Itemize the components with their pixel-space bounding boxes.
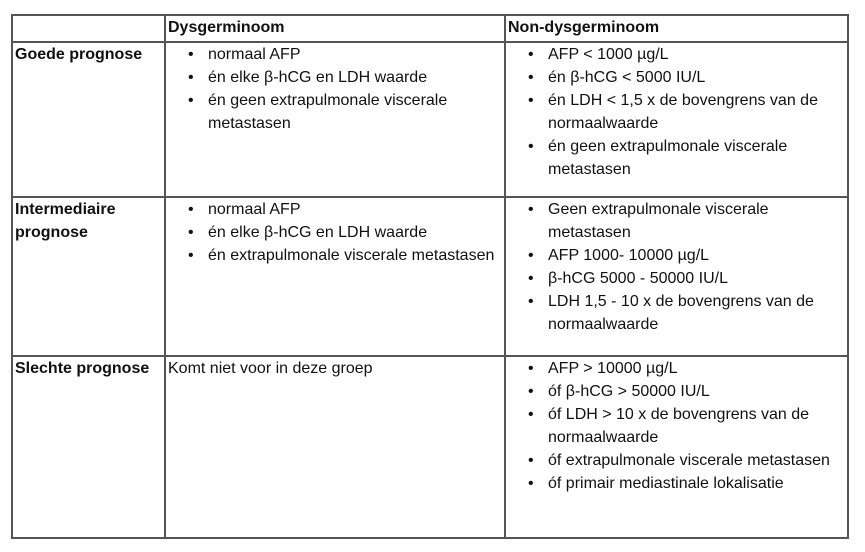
cell-non-dysgerminoom [505,197,848,356]
bullet-icon: • [528,69,534,86]
list-item: • én elke β-hCG en LDH waarde [208,66,502,89]
bullet-icon: • [528,293,534,310]
list-item: • β-hCG 5000 - 50000 IU/L [548,267,845,290]
criteria-list [168,43,502,135]
bullet-icon: • [528,138,534,155]
table-row [12,42,848,197]
row-label: Slechte prognose [12,356,165,538]
row-label: Intermediaire prognose [12,197,165,356]
criteria-list [508,198,845,336]
list-item: • Geen extrapulmonale viscerale metastasen [548,198,845,244]
table-row [12,197,848,356]
cell-non-dysgerminoom [505,356,848,538]
bullet-icon: • [528,475,534,492]
list-item: • AFP > 10000 µg/L [548,357,845,380]
list-item: • normaal AFP [208,43,502,66]
bullet-icon: • [188,69,194,86]
bullet-icon: • [188,92,194,109]
bullet-icon: • [528,360,534,377]
list-item: • óf extrapulmonale viscerale metastasen [548,449,845,472]
bullet-icon: • [528,383,534,400]
list-item: • óf β-hCG > 50000 IU/L [548,380,845,403]
list-item: • én extrapulmonale viscerale metastasen [208,244,502,267]
list-item: • én elke β-hCG en LDH waarde [208,221,502,244]
header-empty [12,15,165,42]
bullet-icon: • [528,452,534,469]
cell-dysgerminoom: Komt niet voor in deze groep [165,356,505,538]
list-item: • óf LDH > 10 x de bovengrens van de normaalwaarde [548,403,845,449]
cell-non-dysgerminoom [505,42,848,197]
list-item: • normaal AFP [208,198,502,221]
list-item: • AFP 1000- 10000 µg/L [548,244,845,267]
cell-dysgerminoom [165,197,505,356]
list-item: • én geen extrapulmonale viscerale metastasen [208,89,502,135]
list-item: • én geen extrapulmonale viscerale metastasen [548,135,845,181]
prognosis-table [11,14,849,539]
header-dysgerminoom: Dysgerminoom [165,15,505,42]
list-item: • LDH 1,5 - 10 x de bovengrens van de normaalwaarde [548,290,845,336]
criteria-list [508,357,845,495]
header-row [12,15,848,42]
row-label: Goede prognose [12,42,165,197]
criteria-list [508,43,845,181]
bullet-icon: • [188,201,194,218]
bullet-icon: • [528,406,534,423]
bullet-icon: • [528,270,534,287]
criteria-list [168,198,502,267]
bullet-icon: • [528,201,534,218]
bullet-icon: • [188,247,194,264]
bullet-icon: • [188,46,194,63]
bullet-icon: • [188,224,194,241]
list-item: • AFP < 1000 µg/L [548,43,845,66]
list-item: • én LDH < 1,5 x de bovengrens van de normaalwaarde [548,89,845,135]
bullet-icon: • [528,247,534,264]
list-item: • én β-hCG < 5000 IU/L [548,66,845,89]
header-non-dysgerminoom: Non-dysgerminoom [505,15,848,42]
bullet-icon: • [528,92,534,109]
bullet-icon: • [528,46,534,63]
cell-dysgerminoom [165,42,505,197]
table-row [12,356,848,538]
list-item: • óf primair mediastinale lokalisatie [548,472,845,495]
